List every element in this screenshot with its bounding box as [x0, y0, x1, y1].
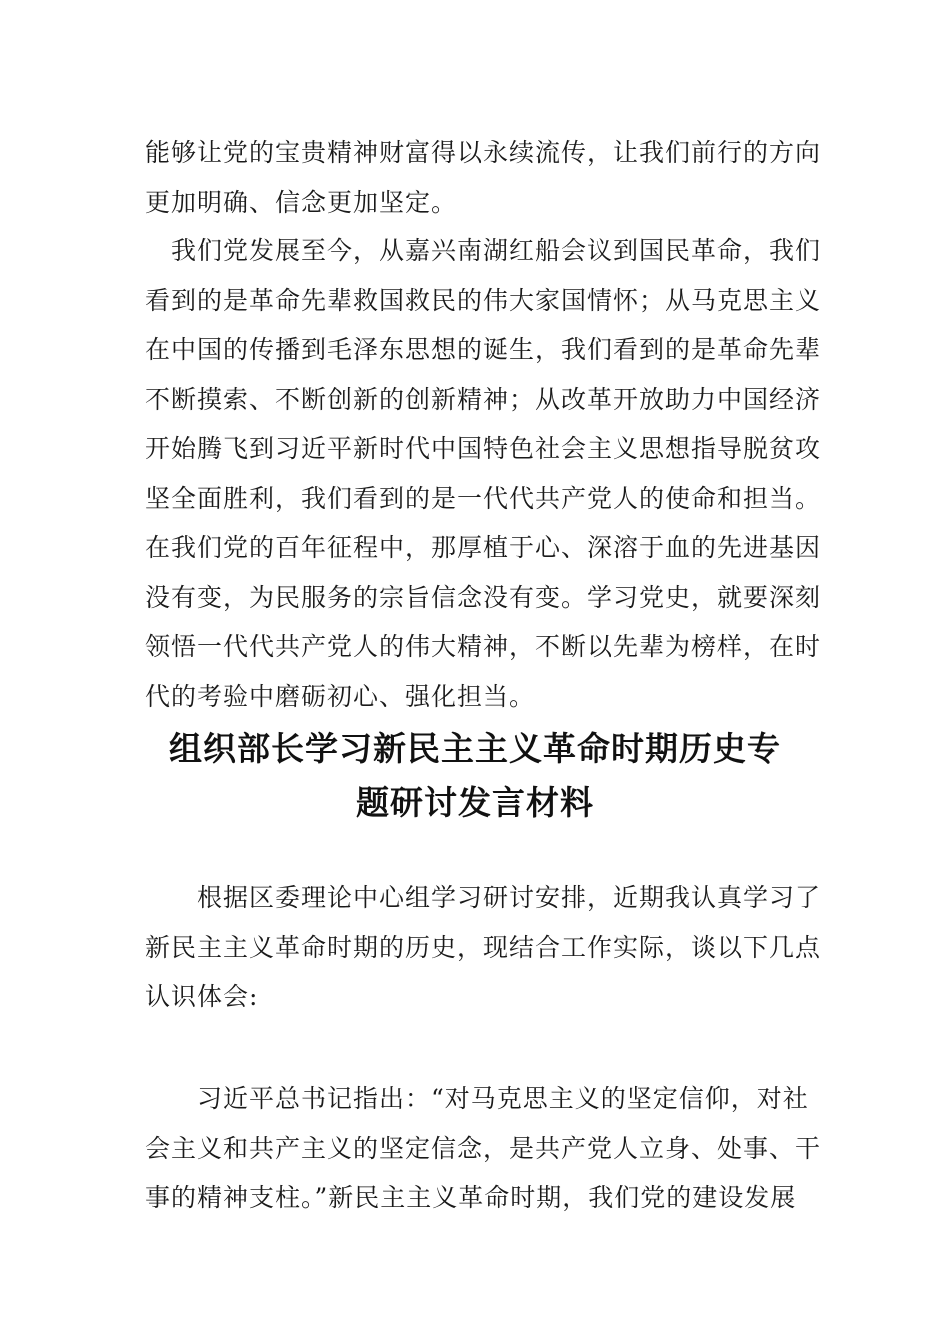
quote-paragraph	[145, 1074, 822, 1223]
paragraph-line: 坚全面胜利，我们看到的是一代代共产党人的使命和担当。	[145, 483, 822, 513]
paragraph-line: 事的精神支柱。”新民主主义革命时期，我们党的建设发展	[145, 1183, 797, 1212]
title-line: 组织部长学习新民主主义革命时期历史专	[169, 729, 781, 768]
paragraph-line: 在中国的传播到毛泽东思想的诞生，我们看到的是革命先辈	[145, 335, 822, 364]
title-line: 题研讨发言材料	[356, 783, 594, 822]
paragraph-line: 根据区委理论中心组学习研讨安排，近期我认真学习了	[197, 883, 822, 912]
paragraph-line: 认识体会:	[145, 982, 259, 1011]
document-title	[100, 722, 850, 830]
paragraph-line: 开始腾飞到习近平新时代中国特色社会主义思想指导脱贫攻	[145, 434, 822, 463]
paragraph-line: 不断摸索、不断创新的创新精神；从改革开放助力中国经济	[145, 384, 822, 414]
paragraph-line: 能够让党的宝贵精神财富得以永续流传，让我们前行的方向	[145, 138, 822, 167]
paragraph-line: 习近平总书记指出：“对马克思主义的坚定信仰，对社	[197, 1084, 809, 1113]
continuation-paragraph	[145, 128, 822, 227]
intro-paragraph	[145, 873, 822, 1022]
paragraph-line: 领悟一代代共产党人的伟大精神，不断以先辈为榜样，在时	[145, 632, 822, 661]
paragraph-line: 没有变，为民服务的宗旨信念没有变。学习党史，就要深刻	[145, 582, 822, 612]
paragraph-line: 我们党发展至今，从嘉兴南湖红船会议到国民革命，我们	[171, 236, 822, 265]
paragraph-line: 会主义和共产主义的坚定信念，是共产党人立身、处事、干	[145, 1133, 822, 1163]
paragraph-line: 在我们党的百年征程中，那厚植于心、深溶于血的先进基因	[145, 533, 822, 562]
history-paragraph	[145, 226, 822, 721]
paragraph-line: 新民主主义革命时期的历史，现结合工作实际，谈以下几点	[145, 932, 822, 962]
paragraph-line: 看到的是革命先辈救国救民的伟大家国情怀；从马克思主义	[145, 285, 822, 315]
paragraph-line: 代的考验中磨砺初心、强化担当。	[145, 681, 536, 711]
paragraph-line: 更加明确、信念更加坚定。	[145, 187, 458, 217]
